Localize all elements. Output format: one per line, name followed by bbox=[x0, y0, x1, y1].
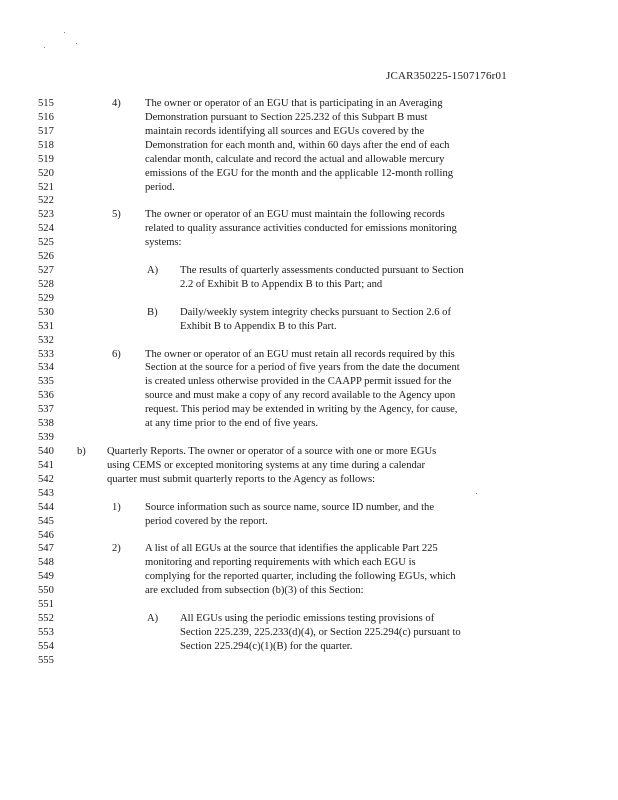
line-text: Quarterly Reports. The owner or operator of a source with one or more EGUs bbox=[107, 446, 437, 457]
line-text: Demonstration for each month and, within 60 days after the end of each bbox=[145, 139, 450, 151]
line-number: 531 bbox=[38, 320, 54, 332]
line-text: Section 225.294(c)(1)(B) for the quarter. bbox=[180, 640, 353, 652]
document-line bbox=[38, 97, 598, 111]
document-line bbox=[38, 459, 598, 473]
line-number: 528 bbox=[38, 278, 54, 290]
line-number: 541 bbox=[38, 459, 54, 471]
document-line bbox=[38, 208, 598, 222]
line-text: calendar month, calculate and record the actual and allowable mercury bbox=[145, 153, 445, 165]
line-number: 533 bbox=[38, 348, 54, 360]
document-id-header: JCAR350225-1507176r01 bbox=[386, 70, 507, 82]
document-line bbox=[38, 598, 598, 612]
line-number: 527 bbox=[38, 265, 54, 277]
line-number: 544 bbox=[38, 501, 54, 513]
line-number: 525 bbox=[38, 237, 54, 249]
line-text: complying for the reported quarter, including the following EGUs, which bbox=[145, 571, 456, 583]
document-line bbox=[38, 445, 598, 459]
document-line bbox=[38, 612, 598, 626]
document-line bbox=[38, 320, 598, 334]
line-text: All EGUs using the periodic emissions testing provisions of bbox=[180, 613, 435, 625]
line-number: 524 bbox=[38, 223, 54, 235]
document-line bbox=[38, 654, 598, 668]
line-text: is created unless otherwise provided in the CAAPP permit issued for the bbox=[145, 376, 452, 388]
line-text: Section 225.239, 225.233(d)(4), or Section 225.294(c) pursuant to bbox=[180, 626, 461, 638]
document-line bbox=[38, 292, 598, 306]
document-line bbox=[38, 529, 598, 543]
line-text: monitoring and reporting requirements with which each EGU is bbox=[145, 557, 416, 569]
document-line bbox=[38, 431, 598, 445]
line-text: emissions of the EGU for the month and the applicable 12-month rolling bbox=[145, 167, 454, 179]
line-text: Demonstration pursuant to Section 225.232 of this Subpart B must bbox=[145, 111, 428, 123]
line-text: Daily/weekly system integrity checks pursuant to Section 2.6 of bbox=[180, 306, 451, 318]
line-number: 537 bbox=[38, 404, 54, 416]
line-text: period. bbox=[145, 181, 175, 193]
line-text: related to quality assurance activities conducted for emissions monitoring bbox=[145, 223, 457, 235]
line-number: 532 bbox=[38, 334, 54, 346]
document-line bbox=[38, 640, 598, 654]
line-number: 555 bbox=[38, 654, 54, 666]
document-line bbox=[38, 348, 598, 362]
document-line bbox=[38, 417, 598, 431]
document-line bbox=[38, 487, 598, 501]
document-line bbox=[38, 194, 598, 208]
document-line bbox=[38, 264, 598, 278]
document-line bbox=[38, 236, 598, 250]
line-text: A list of all EGUs at the source that identifies the applicable Part 225 bbox=[145, 543, 438, 555]
line-number: 529 bbox=[38, 292, 54, 304]
list-marker: 6) bbox=[112, 348, 121, 360]
document-line bbox=[38, 306, 598, 320]
line-text: The owner or operator of an EGU must maintain the following records bbox=[145, 209, 445, 221]
list-marker: A) bbox=[147, 613, 159, 625]
line-text: The owner or operator of an EGU must retain all records required by this bbox=[145, 348, 455, 360]
document-line bbox=[38, 501, 598, 515]
line-text: request. This period may be extended in writing by the Agency, for cause, bbox=[145, 404, 458, 416]
line-number: 554 bbox=[38, 640, 54, 652]
line-text: are excluded from subsection (b)(3) of this Section: bbox=[145, 585, 364, 597]
document-line bbox=[38, 153, 598, 167]
line-number: 543 bbox=[38, 487, 54, 499]
document-line bbox=[38, 473, 598, 487]
scan-speck bbox=[44, 47, 45, 48]
line-number: 547 bbox=[38, 543, 54, 555]
line-text: Exhibit B to Appendix B to this Part. bbox=[180, 320, 337, 332]
line-number: 553 bbox=[38, 626, 54, 638]
document-line bbox=[38, 542, 598, 556]
list-marker: 1) bbox=[112, 501, 121, 513]
document-line bbox=[38, 626, 598, 640]
line-text: The results of quarterly assessments conducted pursuant to Section bbox=[180, 265, 464, 277]
line-number: 536 bbox=[38, 390, 54, 402]
list-marker: 4) bbox=[112, 98, 121, 109]
line-text: using CEMS or excepted monitoring systems at any time during a calendar bbox=[107, 459, 426, 471]
line-number: 546 bbox=[38, 529, 54, 541]
document-line bbox=[38, 250, 598, 264]
document-line bbox=[38, 334, 598, 348]
line-number: 520 bbox=[38, 167, 54, 179]
line-number: 521 bbox=[38, 181, 54, 193]
line-text: period covered by the report. bbox=[145, 515, 268, 527]
line-text: Section at the source for a period of five years from the date the document bbox=[145, 362, 460, 374]
document-line bbox=[38, 278, 598, 292]
line-number: 534 bbox=[38, 362, 54, 374]
line-text: 2.2 of Exhibit B to Appendix B to this Part; and bbox=[180, 278, 383, 290]
line-number: 540 bbox=[38, 446, 54, 457]
line-number: 551 bbox=[38, 599, 54, 611]
scan-speck bbox=[76, 43, 77, 44]
line-text: source and must make a copy of any record available to the Agency upon bbox=[145, 390, 456, 402]
line-number: 515 bbox=[38, 98, 54, 109]
line-number: 530 bbox=[38, 306, 54, 318]
list-marker: 2) bbox=[112, 543, 121, 555]
line-number: 535 bbox=[38, 376, 54, 388]
line-number: 552 bbox=[38, 613, 54, 625]
line-number: 522 bbox=[38, 195, 54, 207]
line-number: 517 bbox=[38, 125, 54, 137]
line-text: quarter must submit quarterly reports to the Agency as follows: bbox=[107, 473, 376, 485]
list-marker: B) bbox=[147, 306, 158, 318]
document-line bbox=[38, 111, 598, 125]
line-number: 516 bbox=[38, 111, 54, 123]
line-number: 519 bbox=[38, 153, 54, 165]
document-line bbox=[38, 584, 598, 598]
line-number: 542 bbox=[38, 473, 54, 485]
line-text: The owner or operator of an EGU that is participating in an Averaging bbox=[145, 98, 443, 109]
line-number: 539 bbox=[38, 432, 54, 444]
document-line bbox=[38, 515, 598, 529]
line-text: systems: bbox=[145, 237, 182, 249]
scan-speck bbox=[64, 32, 65, 33]
list-marker: b) bbox=[77, 446, 86, 457]
line-text: Source information such as source name, source ID number, and the bbox=[145, 501, 435, 513]
line-number: 548 bbox=[38, 557, 54, 569]
line-number: 545 bbox=[38, 515, 54, 527]
line-number: 518 bbox=[38, 139, 54, 151]
document-line bbox=[38, 167, 598, 181]
list-marker: 5) bbox=[112, 209, 121, 221]
document-line bbox=[38, 556, 598, 570]
line-number: 549 bbox=[38, 571, 54, 583]
line-number: 523 bbox=[38, 209, 54, 221]
document-line bbox=[38, 181, 598, 195]
document-line bbox=[38, 139, 598, 153]
line-text: maintain records identifying all sources and EGUs covered by the bbox=[145, 125, 425, 137]
line-number: 538 bbox=[38, 418, 54, 430]
document-line bbox=[38, 570, 598, 584]
document-line bbox=[38, 222, 598, 236]
document-line bbox=[38, 375, 598, 389]
document-line bbox=[38, 125, 598, 139]
document-line bbox=[38, 361, 598, 375]
line-text: at any time prior to the end of five years. bbox=[145, 418, 318, 430]
document-line bbox=[38, 403, 598, 417]
line-number: 526 bbox=[38, 251, 54, 263]
document-line bbox=[38, 389, 598, 403]
line-number: 550 bbox=[38, 585, 54, 597]
list-marker: A) bbox=[147, 265, 159, 277]
